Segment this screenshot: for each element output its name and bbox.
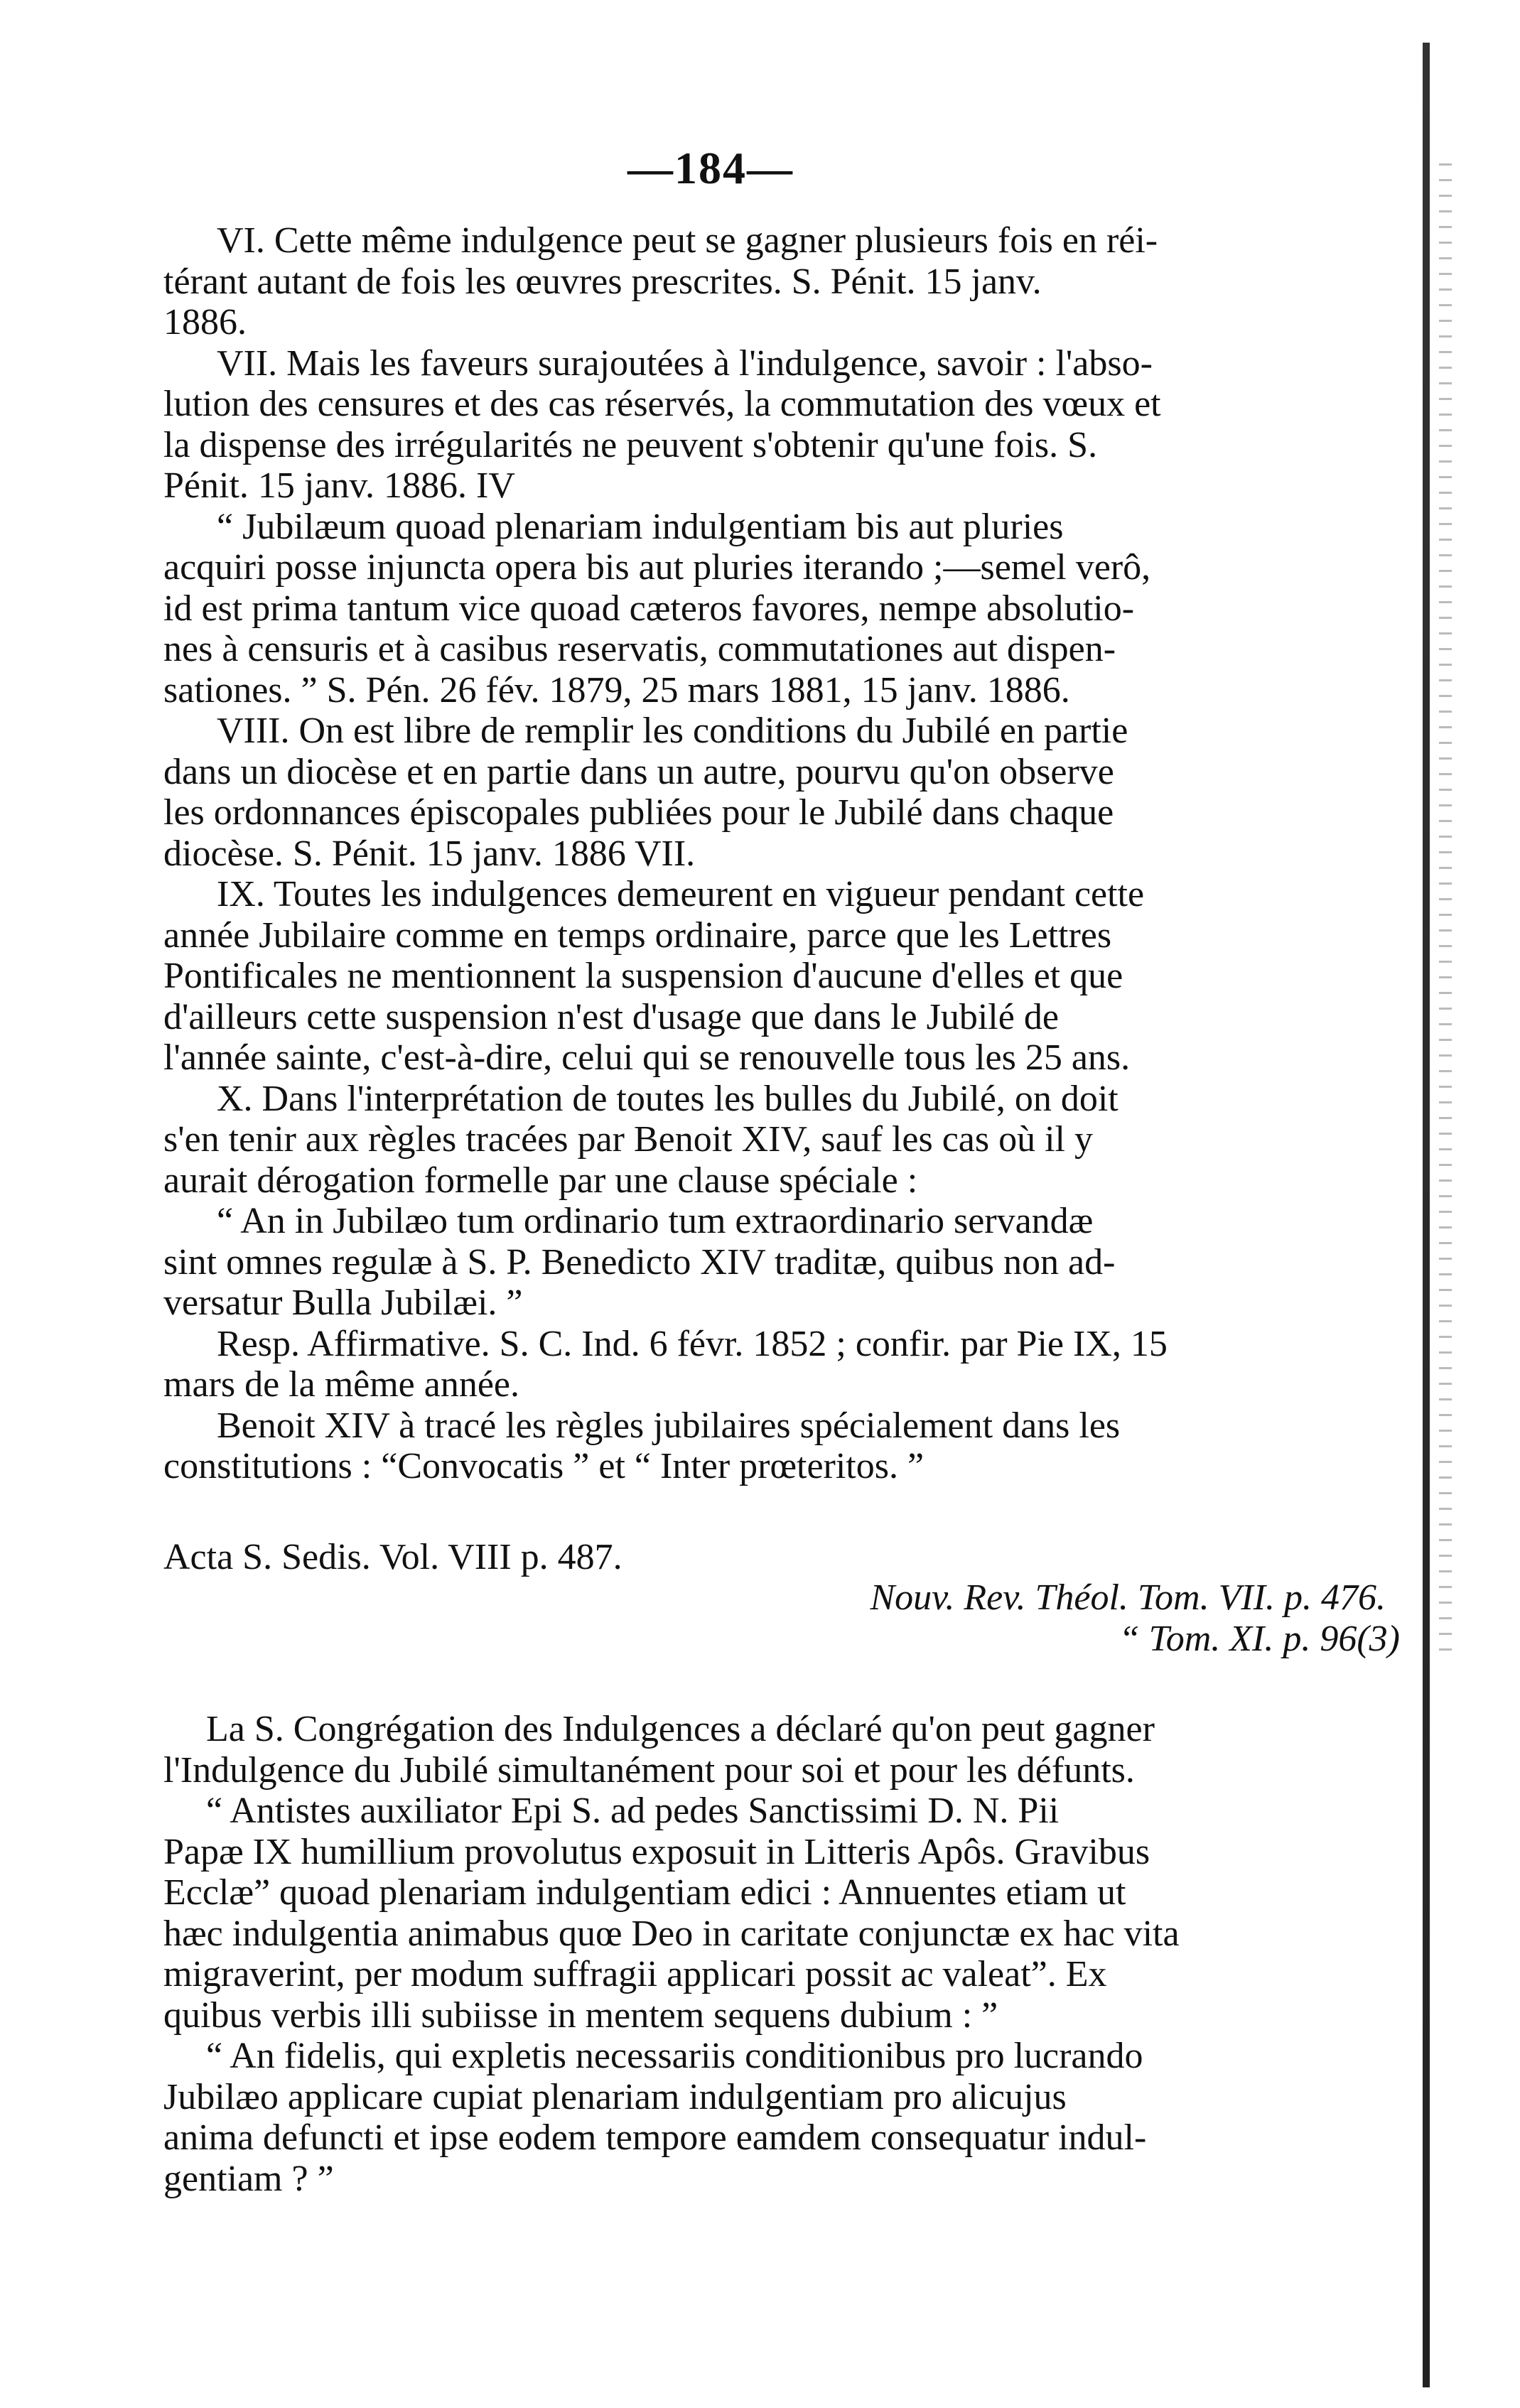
text-line: Benoit XIV à tracé les règles jubilaires spécialement dans les [217,1405,1121,1446]
text-line: sint omnes regulæ à S. P. Benedicto XIV traditæ, quibus non ad- [163,1241,1116,1283]
text-line: diocèse. S. Pénit. 15 janv. 1886 VII. [163,833,696,874]
text-line: hæc indulgentia animabus quœ Deo in caritate conjunctæ ex hac vita [163,1913,1180,1954]
text-line: “ Antistes auxiliator Epi S. ad pedes Sanctissimi D. N. Pii [206,1791,1060,1831]
text-line: gentiam ? ” [163,2158,334,2199]
text-line: année Jubilaire comme en temps ordinaire, parce que les Lettres [163,914,1112,956]
binding-edge [1423,43,1430,2387]
text-line: mars de la même année. [163,1364,519,1405]
citation-tom: “ Tom. XI. p. 96(3) [1119,1618,1400,1659]
text-line: “ Jubilæum quoad plenariam indulgentiam bis aut pluries [217,506,1064,547]
text-line: IX. Toutes les indulgences demeurent en vigueur pendant cette [217,874,1145,914]
text-line: sationes. ” S. Pén. 26 fév. 1879, 25 mars 1881, 15 janv. 1886. [163,669,1070,711]
binding-marks [1439,163,1452,1656]
text-line: Pontificales ne mentionnent la suspension d'aucune d'elles et que [163,956,1123,996]
text-line: Papæ IX humillium provolutus exposuit in Litteris Apôs. Gravibus [163,1831,1150,1872]
text-line: versatur Bulla Jubilæi. ” [163,1283,523,1323]
text-line: La S. Congrégation des Indulgences a déclaré qu'on peut gagner [206,1709,1155,1749]
text-line: VII. Mais les faveurs surajoutées à l'indulgence, savoir : l'abso- [217,342,1153,384]
text-line: constitutions : “Convocatis ” et “ Inter prœteritos. ” [163,1446,925,1486]
text-line: anima defuncti et ipse eodem tempore eamdem consequatur indul- [163,2117,1147,2158]
text-line: X. Dans l'interprétation de toutes les bulles du Jubilé, on doit [217,1078,1119,1119]
text-line: “ An fidelis, qui expletis necessariis conditionibus pro lucrando [206,2036,1143,2076]
page-number: —184— [627,143,794,193]
text-line: Jubilæo applicare cupiat plenariam indulgentiam pro alicujus [163,2076,1067,2117]
text-line: la dispense des irrégularités ne peuvent s'obtenir qu'une fois. S. [163,424,1098,465]
text-block-rules [163,220,1414,1487]
citation-nouv-rev: Nouv. Rev. Théol. Tom. VII. p. 476. [870,1577,1386,1618]
text-line: l'Indulgence du Jubilé simultanément pour soi et pour les défunts. [163,1749,1135,1791]
text-line: id est prima tantum vice quoad cæteros favores, nempe absolutio- [163,588,1135,629]
text-line: acquiri posse injuncta opera bis aut pluries iterando ;—semel verô, [163,547,1151,588]
text-line: aurait dérogation formelle par une clause spéciale : [163,1160,918,1201]
text-block-congregation [163,1709,1414,2199]
text-line: nes à censuris et à casibus reservatis, commutationes aut dispen- [163,629,1116,669]
text-line: d'ailleurs cette suspension n'est d'usage que dans le Jubilé de [163,996,1059,1037]
citation-acta: Acta S. Sedis. Vol. VIII p. 487. [163,1536,622,1577]
text-line: térant autant de fois les œuvres prescrites. S. Pénit. 15 janv. [163,261,1042,302]
text-line: les ordonnances épiscopales publiées pour le Jubilé dans chaque [163,792,1114,833]
text-line: Pénit. 15 janv. 1886. IV [163,465,515,506]
text-line: “ An in Jubilæo tum ordinario tum extraordinario servandæ [217,1201,1094,1241]
text-line: VIII. On est libre de remplir les conditions du Jubilé en partie [217,711,1128,751]
text-line: quibus verbis illi subiisse in mentem sequens dubium : ” [163,1994,998,2036]
text-line: s'en tenir aux règles tracées par Benoit XIV, sauf les cas où il y [163,1119,1093,1160]
text-line: Resp. Affirmative. S. C. Ind. 6 févr. 1852 ; confir. par Pie IX, 15 [217,1323,1168,1364]
text-line: VI. Cette même indulgence peut se gagner plusieurs fois en réi- [217,220,1158,261]
text-line: dans un diocèse et en partie dans un autre, pourvu qu'on observe [163,751,1114,792]
text-line: l'année sainte, c'est-à-dire, celui qui se renouvelle tous les 25 ans. [163,1037,1131,1078]
text-line: migraverint, per modum suffragii applicari possit ac valeat”. Ex [163,1954,1107,1994]
text-line: Ecclæ” quoad plenariam indulgentiam edici : Annuentes etiam ut [163,1872,1126,1913]
text-line: lution des censures et des cas réservés, la commutation des vœux et [163,384,1161,424]
text-line: 1886. [163,302,247,342]
body-text [163,220,1414,2199]
